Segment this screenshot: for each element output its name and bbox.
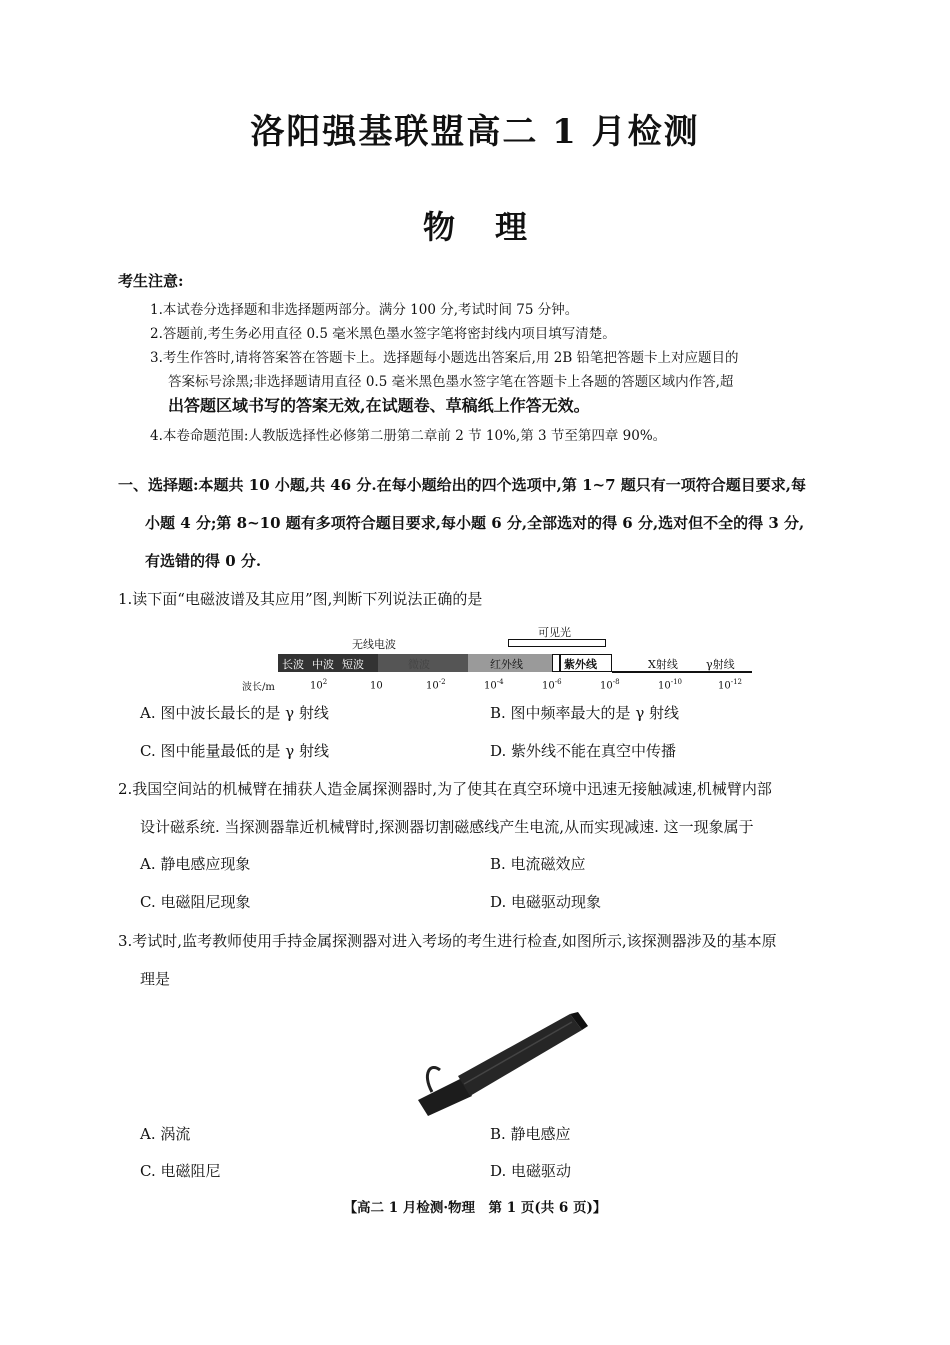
q2-option-d[interactable]: D. 电磁驱动现象 xyxy=(490,893,602,911)
band-infrared: 红外线 xyxy=(490,658,523,671)
notice-item: 4.本卷命题范围:人教版选择性必修第二册第二章前 2 节 10%,第 3 节至第四章 90%。 xyxy=(150,428,667,444)
notice-heading: 考生注意: xyxy=(118,272,184,290)
question-2-stem: 2.我国空间站的机械臂在捕获人造金属探测器时,为了使其在真空环境中迅速无接触减速,机械臂内部 xyxy=(118,780,772,798)
exam-title: 洛阳强基联盟高二 1 月检测 xyxy=(250,112,700,152)
page-footer: 【高二 1 月检测·物理 第 1 页(共 6 页)】 xyxy=(343,1200,607,1216)
q3-option-d[interactable]: D. 电磁驱动 xyxy=(490,1162,572,1180)
band-long-wave: 长波 xyxy=(282,658,304,671)
band-medium-wave: 中波 xyxy=(312,658,334,671)
tick-label: $10^2$ xyxy=(310,678,328,692)
section-instruction: 有选错的得 0 分. xyxy=(145,552,262,570)
radio-wave-label: 无线电波 xyxy=(352,638,396,651)
section-instruction: 一、选择题:本题共 10 小题,共 46 分.在每小题给出的四个选项中,第 1~7 题只有一项符合题目要求,每 xyxy=(118,476,806,494)
q3-option-b[interactable]: B. 静电感应 xyxy=(490,1125,571,1143)
section-instruction: 小题 4 分;第 8~10 题有多项符合题目要求,每小题 6 分,全部选对的得 6 分,选对但不全的得 3 分, xyxy=(145,514,805,532)
metal-detector-image xyxy=(410,1004,590,1120)
q1-option-d[interactable]: D. 紫外线不能在真空中传播 xyxy=(490,742,677,760)
band-microwave: 微波 xyxy=(408,658,430,671)
notice-item: 3.考生作答时,请将答案答在答题卡上。选择题每小题选出答案后,用 2B 铅笔把答题卡上对应题目的 xyxy=(150,350,739,366)
visible-light-bracket xyxy=(508,639,606,647)
q3-option-c[interactable]: C. 电磁阻尼 xyxy=(140,1162,221,1180)
q1-option-a[interactable]: A. 图中波长最长的是 γ 射线 xyxy=(140,704,329,722)
notice-item: 出答题区域书写的答案无效,在试题卷、草稿纸上作答无效。 xyxy=(168,396,590,415)
band-gamma-ray: γ射线 xyxy=(706,658,735,671)
notice-item: 1.本试卷分选择题和非选择题两部分。满分 100 分,考试时间 75 分钟。 xyxy=(150,302,579,318)
tick-label: $10^{-12}$ xyxy=(718,678,743,692)
question-3-stem: 3.考试时,监考教师使用手持金属探测器对进入考场的考生进行检查,如图所示,该探测器涉及的基本原 xyxy=(118,932,777,950)
visible-light-label: 可见光 xyxy=(538,626,571,639)
band-visible-bar xyxy=(552,654,560,672)
notice-item: 答案标号涂黑;非选择题请用直径 0.5 毫米黑色墨水签字笔在答题卡上各题的答题区域内作答,超 xyxy=(168,374,734,390)
notice-item: 2.答题前,考生务必用直径 0.5 毫米黑色墨水签字笔将密封线内项目填写清楚。 xyxy=(150,326,616,342)
band-ultraviolet: 紫外线 xyxy=(564,658,597,671)
em-spectrum-diagram xyxy=(240,624,760,700)
question-2-stem: 设计磁系统. 当探测器靠近机械臂时,探测器切割磁感线产生电流,从而实现减速. 这一现象属于 xyxy=(140,818,754,836)
tick-label: 10 xyxy=(370,680,383,692)
tick-label: $10^{-6}$ xyxy=(542,678,562,692)
tick-label: $10^{-4}$ xyxy=(484,678,504,692)
question-1-stem: 1.读下面“电磁波谱及其应用”图,判断下列说法正确的是 xyxy=(118,590,483,608)
band-short-wave: 短波 xyxy=(342,658,364,671)
q1-option-c[interactable]: C. 图中能量最低的是 γ 射线 xyxy=(140,742,329,760)
tick-label: $10^{-10}$ xyxy=(658,678,683,692)
q2-option-b[interactable]: B. 电流磁效应 xyxy=(490,855,586,873)
subject-title: 物理 xyxy=(422,208,567,246)
wavelength-axis-label: 波长/m xyxy=(242,682,275,693)
q3-option-a[interactable]: A. 涡流 xyxy=(140,1125,191,1143)
q2-option-a[interactable]: A. 静电感应现象 xyxy=(140,855,251,873)
tick-label: $10^{-8}$ xyxy=(600,678,620,692)
q1-option-b[interactable]: B. 图中频率最大的是 γ 射线 xyxy=(490,704,680,722)
question-3-stem: 理是 xyxy=(140,970,171,988)
q2-option-c[interactable]: C. 电磁阻尼现象 xyxy=(140,893,251,911)
tick-label: $10^{-2}$ xyxy=(426,678,446,692)
band-x-ray: X射线 xyxy=(648,658,678,671)
